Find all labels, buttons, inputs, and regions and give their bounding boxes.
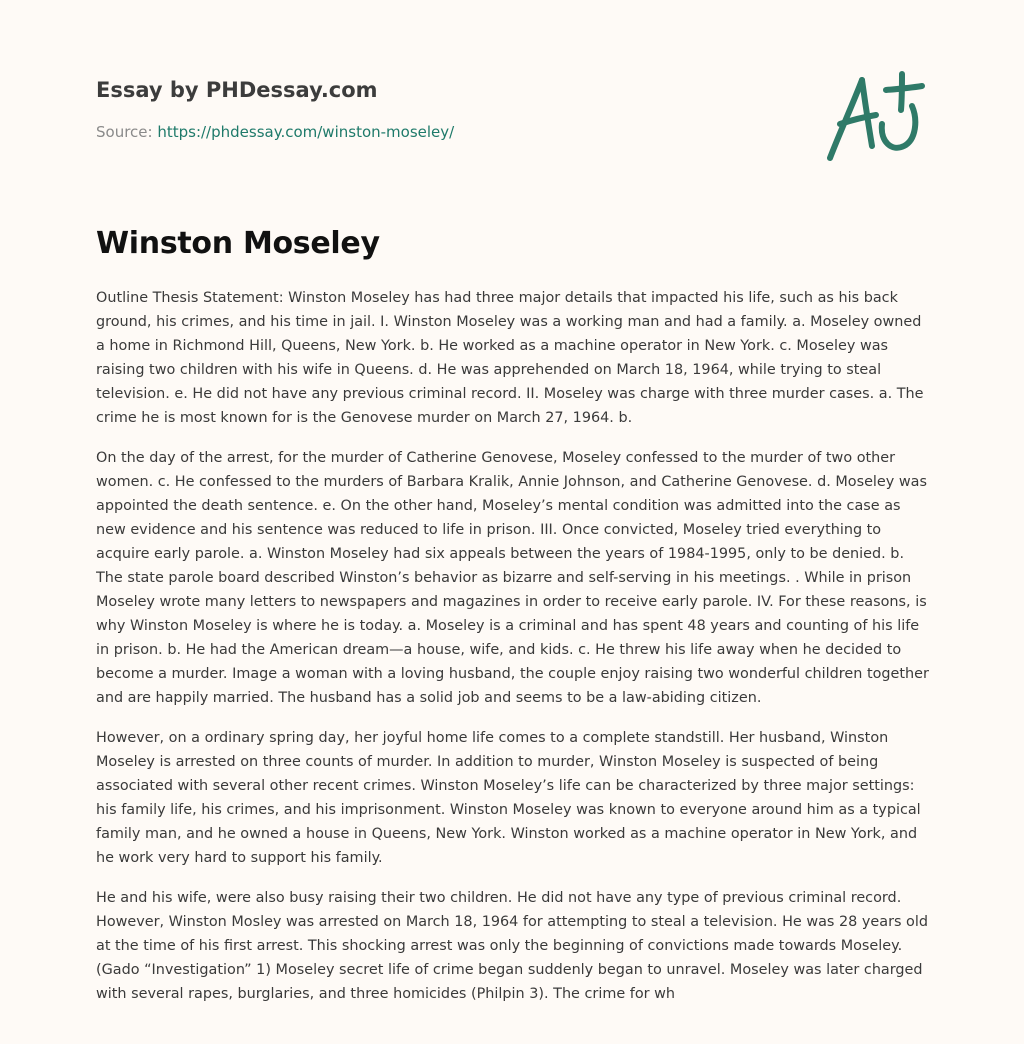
page-header <box>96 76 796 142</box>
source-label: Source: <box>96 123 158 141</box>
essay-paragraph: He and his wife, were also busy raising their two children. He did not have any type of previous criminal record. However, Winston Mosley was arrested on March 18, 1964 for attempting to steal a television. He was 28 years old at the time of his first arrest. This shocking arrest was only the beginning of convictions made towards Moseley. (Gado “Investigation” 1) Moseley secret life of crime began suddenly began to unravel. Moseley was later charged with several rapes, burglaries, and three homicides (Philpin 3). The crime for wh <box>96 890 928 1002</box>
essay-paragraph: Outline Thesis Statement: Winston Moseley has had three major details that impacted his life, such as his back ground, his crimes, and his time in jail. I. Winston Moseley was a working man and had a family. a. Moseley owned a home in Richmond Hill, Queens, New York. b. He worked as a machine operator in New York. c. Moseley was raising two children with his wife in Queens. d. He was apprehended on March 18, 1964, while trying to steal television. e. He did not have any previous criminal record. II. Moseley was charge with three murder cases. a. The crime he is most known for is the Genovese murder on March 27, 1964. b. <box>96 290 924 426</box>
site-brand: Essay by PHDessay.com <box>96 78 378 102</box>
essay-body <box>96 286 932 1031</box>
essay-title: Winston Moseley <box>96 226 380 261</box>
essay-paragraph: However, on a ordinary spring day, her joyful home life comes to a complete standstill. Her husband, Winston Moseley is arrested on three counts of murder. In addition to murder, Winston Moseley is suspected of being associated with several other recent crimes. Winston Moseley’s life can be characterized by three major settings: his family life, his crimes, and his imprisonment. Winston Moseley was known to everyone around him as a typical family man, and he owned a house in Queens, New York. Winston worked as a machine operator in New York, and he work very hard to support his family. <box>96 730 921 866</box>
essay-paragraph: On the day of the arrest, for the murder of Catherine Genovese, Moseley confessed to the murder of two other women. c. He confessed to the murders of Barbara Kralik, Annie Johnson, and Catherine Genovese. d. Moseley was appointed the death sentence. e. On the other hand, Moseley’s mental condition was admitted into the case as new evidence and his sentence was reduced to life in prison. III. Once convicted, Moseley tried everything to acquire early parole. a. Winston Moseley had six appeals between the years of 1984-1995, only to be denied. b. The state parole board described Winston’s behavior as bizarre and self-serving in his meetings. . While in prison Moseley wrote many letters to newspapers and magazines in order to receive early parole. IV. For these reasons, is why Winston Moseley is where he is today. a. Moseley is a criminal and has spent 48 years and counting of his life in prison. b. He had the American dream—a house, wife, and kids. c. He threw his life away when he decided to become a murder. Image a woman with a loving husband, the couple enjoy raising two wonderful children together and are happily married. The husband has a solid job and seems to be a law-abiding citizen. <box>96 450 929 706</box>
source-line <box>96 122 796 142</box>
source-link[interactable]: https://phdessay.com/winston-moseley/ <box>157 123 455 141</box>
a-plus-logo-icon <box>818 62 930 172</box>
